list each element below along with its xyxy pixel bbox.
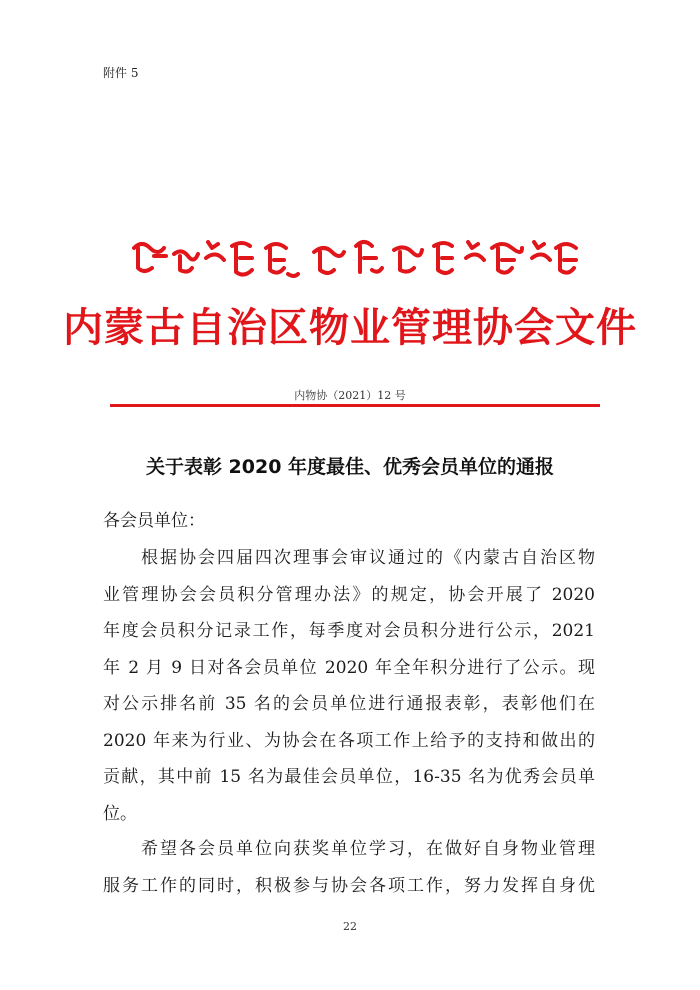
mongolian-script-header-graphic xyxy=(128,236,588,282)
organization-letterhead-title: 内蒙古自治区物业管理协会文件 xyxy=(63,304,637,351)
paragraph-line: 服务工作的同时，积极参与协会各项工作，努力发挥自身优 xyxy=(103,875,595,896)
page-number: 22 xyxy=(343,920,357,933)
paragraph-line: 年度会员积分记录工作，每季度对会员积分进行公示，2021 xyxy=(103,621,595,641)
letterhead-red-divider xyxy=(110,404,600,407)
body-paragraph-2 xyxy=(103,831,595,904)
paragraph-line: 2020 年来为行业、为协会在各项工作上给予的支持和做出的 xyxy=(103,730,595,751)
paragraph-line: 业管理协会会员积分管理办法》的规定，协会开展了 2020 xyxy=(103,584,595,605)
document-headline: 关于表彰 2020 年度最佳、优秀会员单位的通报 xyxy=(145,456,555,478)
paragraph-line: 位。 xyxy=(103,803,137,824)
document-number: 内物协（2021）12 号 xyxy=(294,389,406,402)
body-paragraph-1 xyxy=(103,540,595,832)
attachment-label: 附件 5 xyxy=(103,66,139,80)
paragraph-line: 贡献，其中前 15 名为最佳会员单位，16-35 名为优秀会员单 xyxy=(103,767,595,787)
paragraph-line: 根据协会四届四次理事会审议通过的《内蒙古自治区物 xyxy=(103,548,595,568)
salutation: 各会员单位： xyxy=(103,511,205,531)
paragraph-line: 年 2 月 9 日对各会员单位 2020 年全年积分进行了公示。现 xyxy=(103,657,595,678)
paragraph-line: 对公示排名前 35 名的会员单位进行通报表彰，表彰他们在 xyxy=(103,694,595,714)
paragraph-line: 希望各会员单位向获奖单位学习，在做好自身物业管理 xyxy=(103,839,595,859)
